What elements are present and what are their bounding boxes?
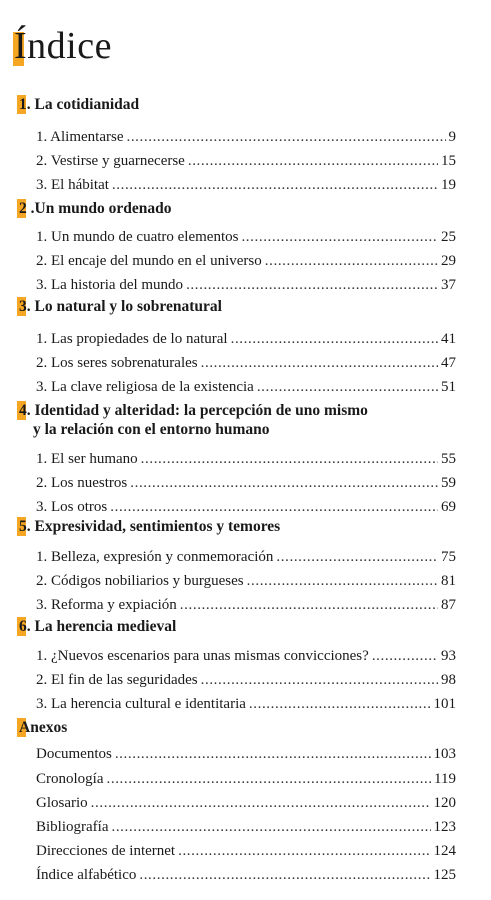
leader-dots: [130, 474, 438, 493]
toc-entry-page: 81: [441, 573, 456, 589]
toc-entry-label: Bibliografía: [36, 819, 109, 835]
toc-entry-label: 3. Los otros: [36, 499, 108, 515]
section-number: 6: [19, 618, 27, 635]
toc-entry[interactable]: [36, 745, 456, 764]
leader-dots: [257, 378, 438, 397]
toc-entry-page: 51: [441, 379, 456, 395]
toc-entry-page: 29: [441, 253, 456, 269]
toc-entry[interactable]: [36, 794, 456, 813]
toc-entry-label: 1. Alimentarse: [36, 129, 124, 145]
toc-entry[interactable]: [36, 252, 456, 271]
leader-dots: [188, 152, 438, 171]
leader-dots: [111, 818, 430, 837]
section-title-line2: y la relación con el entorno humano: [33, 421, 270, 438]
section-heading-1[interactable]: [19, 95, 139, 114]
toc-entry-label: 3. El hábitat: [36, 177, 109, 193]
toc-entry[interactable]: [36, 818, 456, 837]
page-title-initial: Í: [14, 25, 28, 67]
toc-entry-label: 3. La historia del mundo: [36, 277, 184, 293]
page-title-rest: ndice: [27, 25, 112, 67]
toc-entry-page: 59: [441, 475, 456, 491]
toc-entry-label: 3. La clave religiosa de la existencia: [36, 379, 254, 395]
toc-entry[interactable]: [36, 330, 456, 349]
toc-entry[interactable]: [36, 378, 456, 397]
toc-entry-label: 2. El encaje del mundo en el universo: [36, 253, 262, 269]
leader-dots: [107, 770, 432, 789]
leader-dots: [178, 842, 430, 861]
annexes-heading[interactable]: [19, 718, 67, 737]
toc-entry-label: Índice alfabético: [36, 867, 137, 883]
toc-entry-label: Documentos: [36, 746, 112, 762]
toc-entry-page: 41: [441, 331, 456, 347]
toc-entry[interactable]: [36, 276, 456, 295]
toc-entry[interactable]: [36, 596, 456, 615]
leader-dots: [249, 695, 431, 714]
toc-entry-label: Cronología: [36, 771, 104, 787]
toc-entry-page: 101: [433, 696, 456, 712]
toc-entry-label: 1. Las propiedades de lo natural: [36, 331, 228, 347]
toc-entry[interactable]: [36, 647, 456, 666]
leader-dots: [112, 176, 438, 195]
leader-dots: [276, 548, 438, 567]
toc-entry[interactable]: [36, 842, 456, 861]
annexes-title: nexos: [30, 719, 68, 736]
toc-entry-label: 1. El ser humano: [36, 451, 138, 467]
section-number: 3: [19, 298, 27, 315]
section-heading-4[interactable]: [19, 401, 368, 439]
section-heading-3[interactable]: [19, 297, 222, 316]
leader-dots: [265, 252, 438, 271]
leader-dots: [126, 128, 445, 147]
toc-entry-label: 2. Vestirse y guarnecerse: [36, 153, 185, 169]
toc-entry[interactable]: [36, 498, 456, 517]
toc-entry-label: 3. La herencia cultural e identitaria: [36, 696, 246, 712]
section-heading-2[interactable]: [19, 199, 171, 218]
section-title: .Un mundo ordenado: [26, 200, 172, 217]
toc-entry-page: 120: [433, 795, 456, 811]
toc-entry-label: 2. El fin de las seguridades: [36, 672, 198, 688]
toc-entry[interactable]: [36, 176, 456, 195]
toc-entry-page: 87: [441, 597, 456, 613]
toc-entry-label: 2. Los nuestros: [36, 475, 128, 491]
leader-dots: [141, 450, 438, 469]
section-title: . La herencia medieval: [26, 618, 177, 635]
toc-entry[interactable]: [36, 770, 456, 789]
toc-entry[interactable]: [36, 450, 456, 469]
toc-entry-page: 47: [441, 355, 456, 371]
leader-dots: [115, 745, 431, 764]
toc-entry-page: 98: [441, 672, 456, 688]
leader-dots: [241, 228, 438, 247]
toc-entry[interactable]: [36, 548, 456, 567]
toc-entry[interactable]: [36, 695, 456, 714]
toc-entry-page: 37: [441, 277, 456, 293]
toc-entry[interactable]: [36, 866, 456, 885]
section-heading-6[interactable]: [19, 617, 176, 636]
toc-entry-page: 75: [441, 549, 456, 565]
section-heading-5[interactable]: [19, 517, 280, 536]
toc-entry[interactable]: [36, 152, 456, 171]
leader-dots: [180, 596, 438, 615]
toc-entry-page: 124: [433, 843, 456, 859]
leader-dots: [110, 498, 438, 517]
section-number: 5: [19, 518, 27, 535]
toc-entry-label: 1. Un mundo de cuatro elementos: [36, 229, 239, 245]
toc-entry-page: 9: [448, 129, 456, 145]
toc-entry-page: 69: [441, 499, 456, 515]
leader-dots: [139, 866, 430, 885]
toc-entry[interactable]: [36, 671, 456, 690]
toc-entry-page: 93: [441, 648, 456, 664]
section-title: . Expresividad, sentimientos y temores: [26, 518, 281, 535]
toc-entry[interactable]: [36, 128, 456, 147]
toc-entry-page: 55: [441, 451, 456, 467]
toc-entry-label: Glosario: [36, 795, 88, 811]
toc-entry-label: 1. Belleza, expresión y conmemoración: [36, 549, 274, 565]
toc-entry[interactable]: [36, 572, 456, 591]
toc-entry-label: Direcciones de internet: [36, 843, 176, 859]
leader-dots: [372, 647, 438, 666]
toc-entry-page: 125: [433, 867, 456, 883]
section-number: 4: [19, 402, 27, 419]
section-title: . La cotidianidad: [26, 96, 140, 113]
toc-entry-page: 15: [441, 153, 456, 169]
section-title: . Lo natural y lo sobrenatural: [26, 298, 222, 315]
leader-dots: [231, 330, 438, 349]
section-number: 1: [19, 96, 27, 113]
leader-dots: [247, 572, 438, 591]
section-title: . Identidad y alteridad: la percepción de uno mismo: [26, 402, 368, 419]
toc-entry-label: 1. ¿Nuevos escenarios para unas mismas convicciones?: [36, 648, 369, 664]
toc-entry-label: 2. Códigos nobiliarios y burgueses: [36, 573, 244, 589]
toc-entry-label: 2. Los seres sobrenaturales: [36, 355, 198, 371]
toc-entry-page: 123: [433, 819, 456, 835]
annexes-initial: A: [19, 719, 31, 736]
toc-entry-label: 3. Reforma y expiación: [36, 597, 177, 613]
toc-entry-page: 19: [441, 177, 456, 193]
leader-dots: [201, 671, 438, 690]
toc-entry-page: 103: [433, 746, 456, 762]
toc-entry-page: 119: [434, 771, 456, 787]
toc-entry-page: 25: [441, 229, 456, 245]
toc-entry[interactable]: [36, 354, 456, 373]
leader-dots: [186, 276, 438, 295]
leader-dots: [91, 794, 431, 813]
section-number: 2: [19, 200, 27, 217]
leader-dots: [201, 354, 438, 373]
toc-entry[interactable]: [36, 474, 456, 493]
toc-entry[interactable]: [36, 228, 456, 247]
